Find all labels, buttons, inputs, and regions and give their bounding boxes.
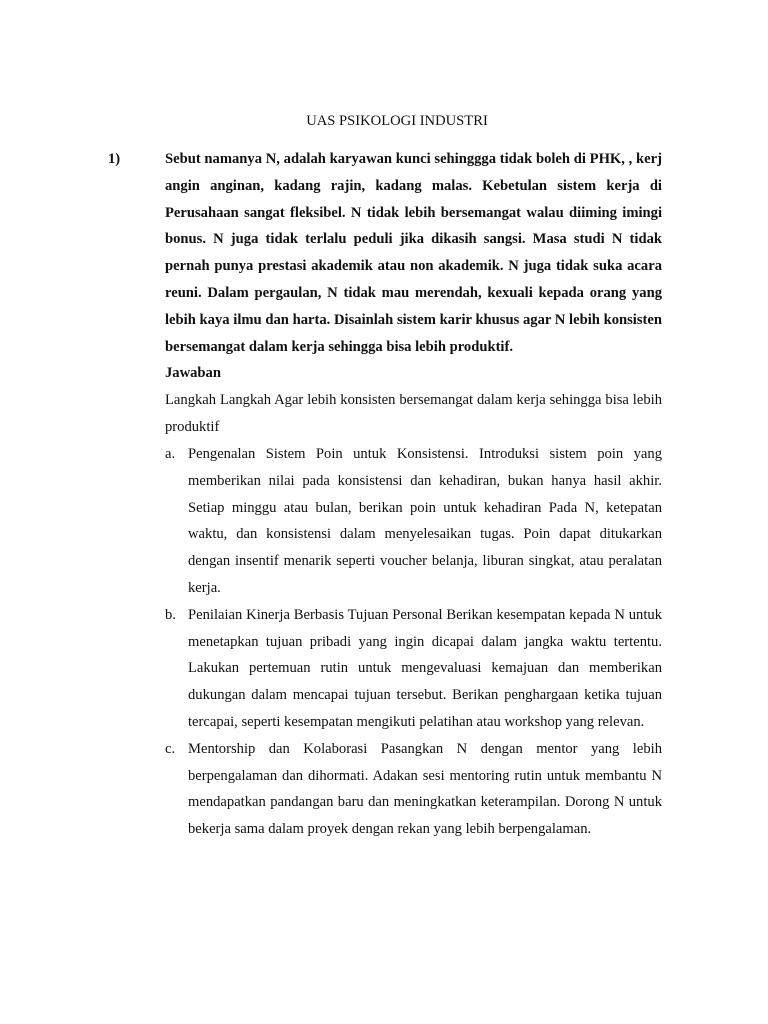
answer-item-c — [165, 736, 662, 843]
document-title: UAS PSIKOLOGI INDUSTRI — [306, 113, 488, 129]
answer-label: Jawaban — [165, 365, 221, 382]
list-marker: a. — [165, 445, 176, 462]
answer-list — [165, 441, 662, 843]
answer-intro: Langkah Langkah Agar lebih konsisten bersemangat dalam kerja sehingga bisa lebih produktif — [165, 392, 662, 436]
list-item-text: Mentorship dan Kolaborasi Pasangkan N dengan mentor yang lebih berpengalaman dan dihormati. Adakan sesi mentoring rutin untuk membantu N mendapatkan pandangan baru dan meningkatkan keterampilan. Dorong N untuk bekerja sama dalam proyek dengan rekan yang lebih berpengalaman. — [188, 740, 662, 838]
question-number: 1) — [108, 151, 121, 167]
question-body — [165, 146, 662, 843]
list-marker: b. — [165, 606, 176, 623]
list-marker: c. — [165, 740, 176, 757]
list-item-text: Pengenalan Sistem Poin untuk Konsistensi. Introduksi sistem poin yang memberikan nilai pada konsistensi dan kehadiran, bukan hanya hasil akhir. Setiap minggu atau bulan, berikan poin untuk kehadiran Pada N, ketepatan waktu, dan konsistensi dalam menyelesaikan tugas. Poin dapat ditukarkan dengan insentif menarik seperti voucher belanja, liburan singkat, atau peralatan kerja. — [188, 445, 662, 596]
question-1 — [108, 146, 662, 843]
answer-item-a — [165, 441, 662, 602]
answer-item-b — [165, 602, 662, 736]
question-text: Sebut namanya N, adalah karyawan kunci sehinggga tidak boleh di PHK, , kerj angin anginan, kadang rajin, kadang malas. Kebetulan sistem kerja di Perusahaan sangat fleksibel. N tidak lebih bersemangat walau diiming imingi bonus. N juga tidak terlalu peduli jika dikasih sangsi. Masa studi N tidak pernah punya prestasi akademik atau non akademik. N juga tidak suka acara reuni. Dalam pergaulan, N tidak mau merendah, kexuali kepada orang yang lebih kaya ilmu dan harta. Disainlah sistem karir khusus agar N lebih konsisten bersemangat dalam kerja sehingga bisa lebih produktif. — [165, 151, 662, 355]
list-item-text: Penilaian Kinerja Berbasis Tujuan Personal Berikan kesempatan kepada N untuk menetapkan tujuan pribadi yang ingin dicapai dalam jangka waktu tertentu. Lakukan pertemuan rutin untuk mengevaluasi kemajuan dan memberikan dukungan dalam mencapai tujuan tersebut. Berikan penghargaan ketika tujuan tercapai, seperti kesempatan mengikuti pelatihan atau workshop yang relevan. — [188, 606, 662, 730]
